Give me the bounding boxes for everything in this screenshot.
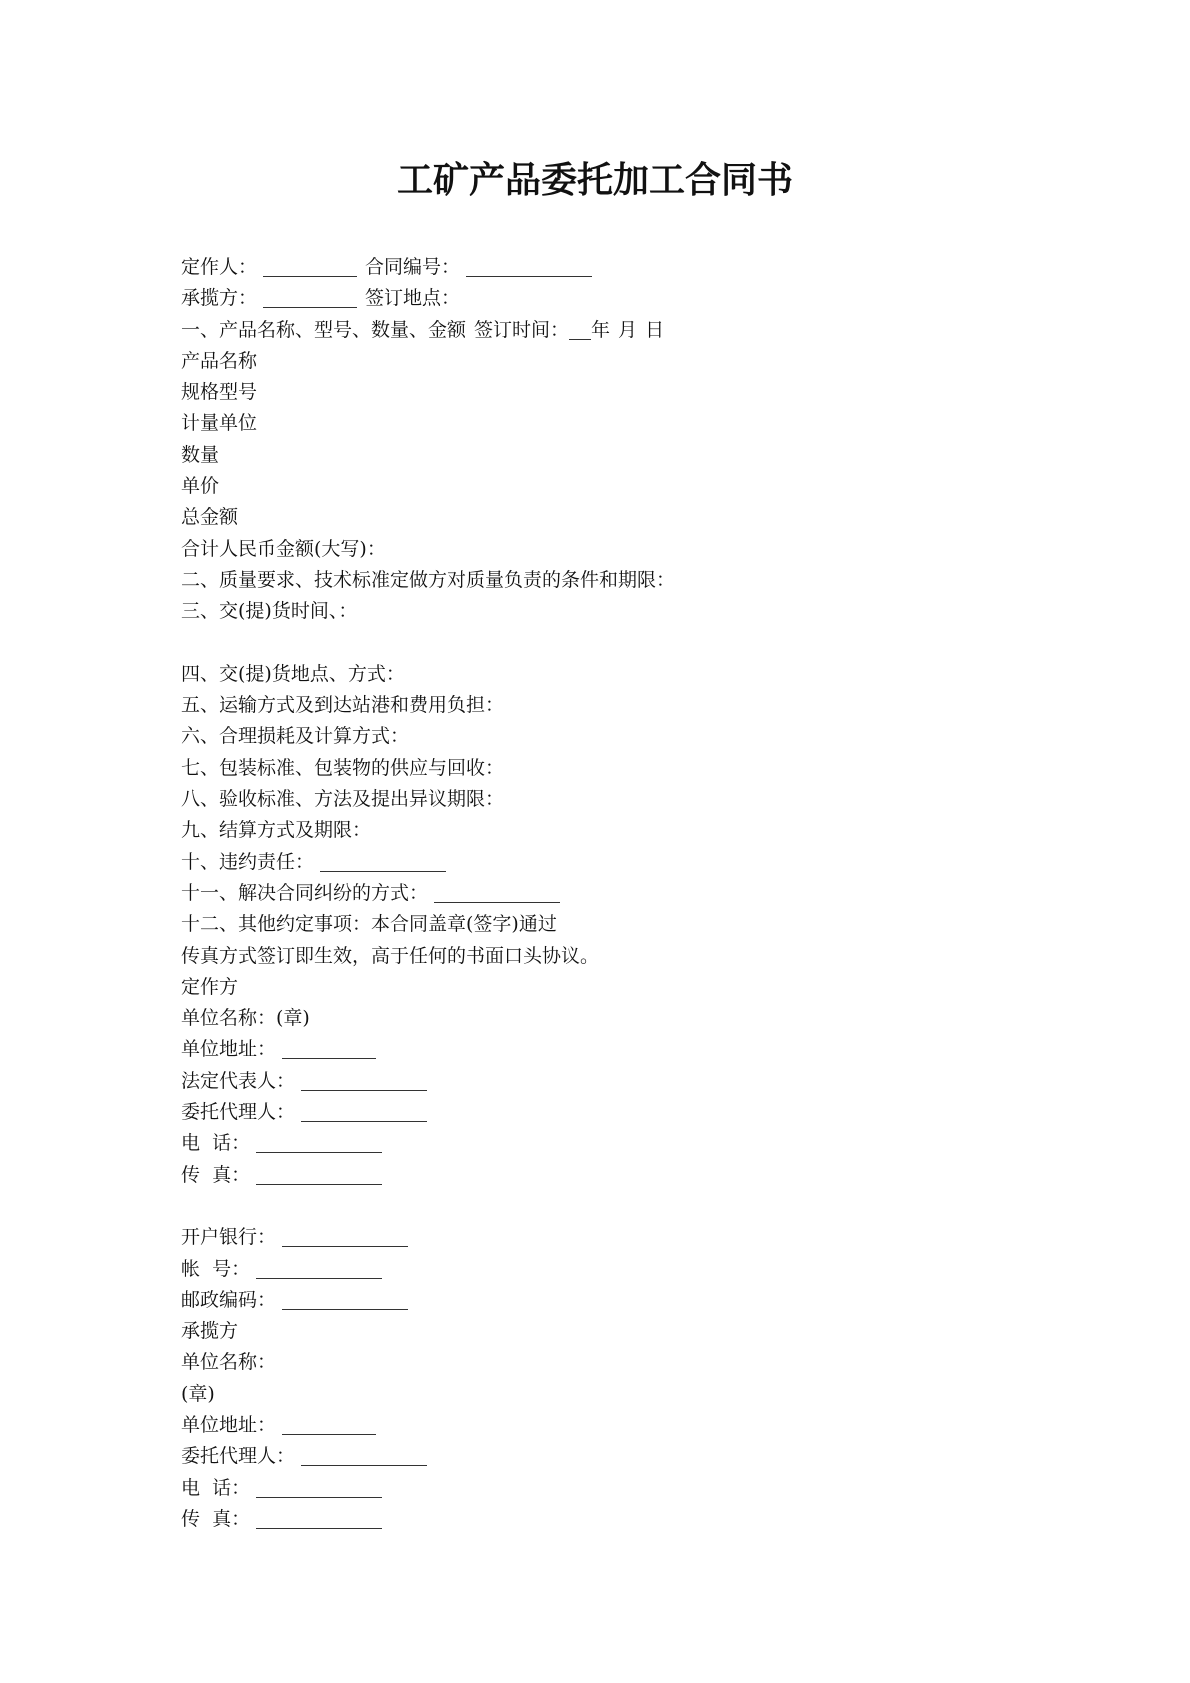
product-field: 产品名称 (181, 349, 258, 372)
contractor-label: 承揽方： (181, 287, 258, 310)
product-field: 合计人民币金额(大写)： (181, 537, 386, 560)
contractor-line (181, 283, 675, 314)
orderer-agent-label: 委托代理人： (181, 1101, 296, 1124)
orderer-account-label: 帐 号： (181, 1257, 251, 1280)
contractor-address-label: 单位地址： (181, 1413, 277, 1436)
clause-3: 三、交(提)货时间、： (181, 600, 358, 623)
orderer-fax-line (181, 1160, 675, 1191)
orderer-bank-label: 开户银行： (181, 1226, 277, 1249)
contractor-agent-line (181, 1441, 675, 1472)
orderer-account-line (181, 1254, 675, 1285)
clause-8: 八、验收标准、方法及提出异议期限： (181, 788, 505, 811)
orderer-address-blank[interactable] (282, 1038, 376, 1059)
orderer-label: 定作人： (181, 256, 258, 278)
contractor-unit-name: 单位名称： (181, 1351, 277, 1374)
contractor-address-blank[interactable] (282, 1414, 376, 1435)
contract-body (181, 252, 675, 1535)
contractor-blank[interactable] (263, 287, 357, 308)
clause-9: 九、结算方式及期限： (181, 819, 372, 842)
orderer-phone-label: 电 话： (181, 1132, 251, 1155)
clause-11-line (181, 878, 675, 909)
orderer-postcode-blank[interactable] (282, 1289, 408, 1310)
orderer-address-line (181, 1034, 675, 1065)
clause-11: 十一、解决合同纠纷的方式： (181, 881, 429, 904)
orderer-blank[interactable] (263, 256, 357, 277)
orderer-unit-name: 单位名称：(章) (181, 1007, 310, 1030)
product-field: 规格型号 (181, 381, 258, 404)
sign-time-label: 签订时间： (474, 318, 570, 341)
contractor-address-line (181, 1410, 675, 1441)
orderer-bank-blank[interactable] (282, 1226, 408, 1247)
orderer-bank-line (181, 1222, 675, 1253)
contractor-agent-blank[interactable] (301, 1445, 427, 1466)
contractor-fax-blank[interactable] (256, 1508, 382, 1529)
clause-12b: 传真方式签订即生效，高于任何的书面口头协议。 (181, 944, 600, 967)
dispute-blank[interactable] (434, 882, 560, 903)
section1-label: 一、产品名称、型号、数量、金额 (181, 318, 467, 341)
clause-5: 五、运输方式及到达站港和费用负担： (181, 694, 505, 717)
orderer-legal-line (181, 1066, 675, 1097)
orderer-fax-blank[interactable] (256, 1164, 382, 1185)
orderer-address-label: 单位地址： (181, 1038, 277, 1061)
clause-10: 十、违约责任： (181, 850, 315, 873)
orderer-line (181, 252, 675, 283)
liability-blank[interactable] (320, 851, 446, 872)
orderer-legal-label: 法定代表人： (181, 1069, 296, 1092)
contract-no-blank[interactable] (466, 256, 592, 277)
contractor-fax-line (181, 1504, 675, 1535)
clause-6: 六、合理损耗及计算方式： (181, 725, 410, 748)
orderer-agent-line (181, 1097, 675, 1128)
contractor-heading: 承揽方 (181, 1320, 239, 1343)
product-field: 计量单位 (181, 412, 258, 435)
contract-no-label: 合同编号： (365, 256, 461, 278)
contractor-fax-label: 传 真： (181, 1507, 251, 1530)
contractor-agent-label: 委托代理人： (181, 1445, 296, 1468)
product-field: 单价 (181, 475, 220, 498)
month-label: 月 (618, 318, 638, 341)
orderer-legal-blank[interactable] (301, 1070, 427, 1091)
orderer-postcode-line (181, 1285, 675, 1316)
clause-7: 七、包装标准、包装物的供应与回收： (181, 756, 505, 779)
contractor-phone-line (181, 1473, 675, 1504)
sign-place-label: 签订地点： (365, 287, 461, 310)
orderer-phone-line (181, 1128, 675, 1159)
year-blank[interactable] (569, 319, 591, 340)
clause-4: 四、交(提)货地点、方式： (181, 662, 405, 685)
section1-line (181, 315, 675, 346)
orderer-account-blank[interactable] (256, 1258, 382, 1279)
product-field: 总金额 (181, 506, 239, 529)
document-title: 工矿产品委托加工合同书 (396, 159, 793, 201)
orderer-agent-blank[interactable] (301, 1101, 427, 1122)
contractor-phone-label: 电 话： (181, 1476, 251, 1499)
clause-10-line (181, 847, 675, 878)
orderer-fax-label: 传 真： (181, 1163, 251, 1186)
clause-12a: 十二、其他约定事项：本合同盖章(签字)通过 (181, 913, 557, 936)
day-label: 日 (645, 318, 665, 341)
orderer-heading: 定作方 (181, 975, 239, 998)
orderer-phone-blank[interactable] (256, 1132, 382, 1153)
year-label: 年 (591, 318, 611, 341)
contractor-phone-blank[interactable] (256, 1477, 382, 1498)
clause-2: 二、质量要求、技术标准定做方对质量负责的条件和期限： (181, 568, 676, 591)
contractor-seal: (章) (181, 1382, 215, 1405)
orderer-postcode-label: 邮政编码： (181, 1288, 277, 1311)
product-field: 数量 (181, 443, 220, 466)
